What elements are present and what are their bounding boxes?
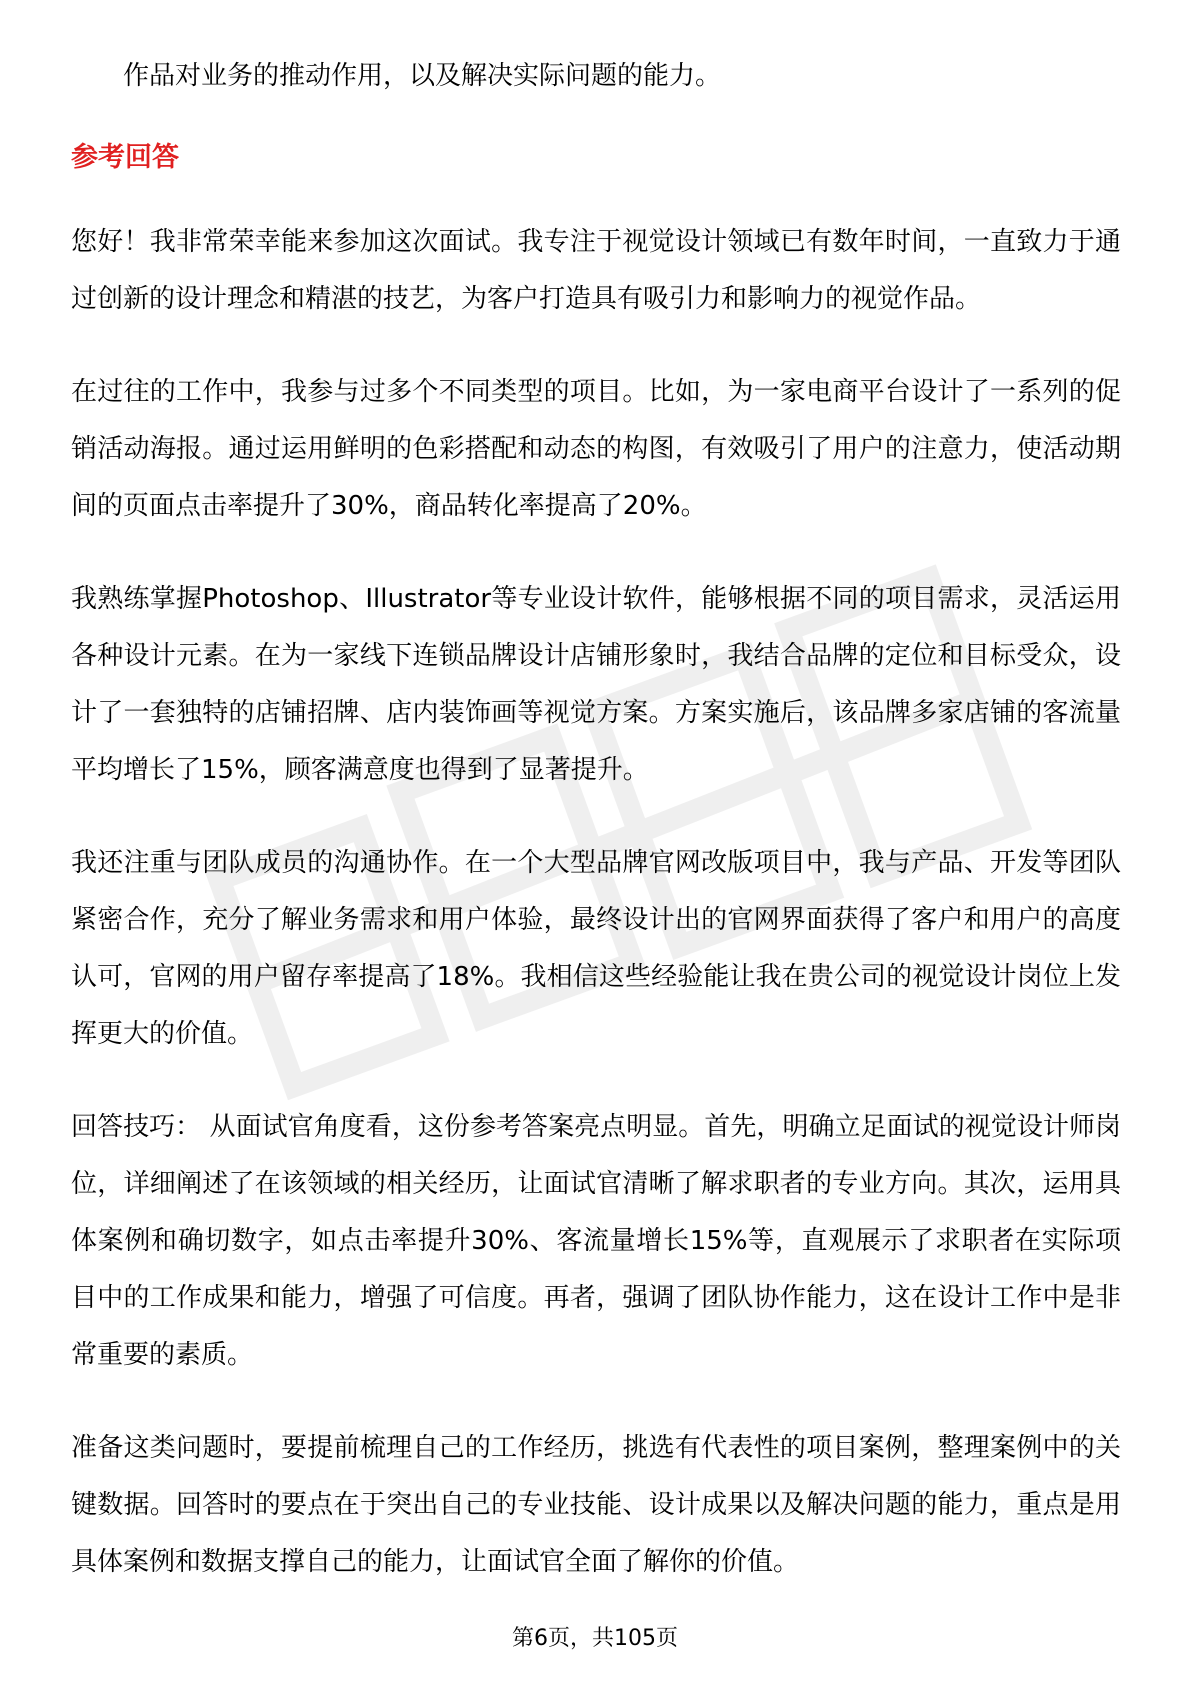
paragraph-answer-tips: 回答技巧： 从面试官角度看，这份参考答案亮点明显。首先，明确立足面试的视觉设计师岗位，详细阐述了在该领域的相关经历，让面试官清晰了解求职者的专业方向。其次，运用具体案例和确切数字，如点击率提升30%、客流量增长15%等，直观展示了求职者在实际项目中的工作成果和能力，增强了可信度。再者，强调了团队协作能力，这在设计工作中是非常重要的素质。 bbox=[71, 1112, 1121, 1370]
paragraph-skills: 我熟练掌握Photoshop、Illustrator等专业设计软件，能够根据不同的项目需求，灵活运用各种设计元素。在为一家线下连锁品牌设计店铺形象时，我结合品牌的定位和目标受众，设计了一套独特的店铺招牌、店内装饰画等视觉方案。方案实施后，该品牌多家店铺的客流量平均增长了15%，顾客满意度也得到了显著提升。 bbox=[71, 584, 1121, 785]
page-number: 第6页，共105页 bbox=[512, 1626, 678, 1651]
paragraph-preparation: 准备这类问题时，要提前梳理自己的工作经历，挑选有代表性的项目案例，整理案例中的关键数据。回答时的要点在于突出自己的专业技能、设计成果以及解决问题的能力，重点是用具体案例和数据支撑自己的能力，让面试官全面了解你的价值。 bbox=[71, 1433, 1121, 1577]
paragraph-teamwork: 我还注重与团队成员的沟通协作。在一个大型品牌官网改版项目中，我与产品、开发等团队紧密合作，充分了解业务需求和用户体验，最终设计出的官网界面获得了客户和用户的高度认可，官网的用户留存率提高了18%。我相信这些经验能让我在贵公司的视觉设计岗位上发挥更大的价值。 bbox=[71, 848, 1121, 1049]
paragraph-experience: 在过往的工作中，我参与过多个不同类型的项目。比如，为一家电商平台设计了一系列的促销活动海报。通过运用鲜明的色彩搭配和动态的构图，有效吸引了用户的注意力，使活动期间的页面点击率提升了30%，商品转化率提高了20%。 bbox=[71, 377, 1121, 521]
document-body bbox=[71, 48, 1121, 1627]
intro-paragraph: 作品对业务的推动作用，以及解决实际问题的能力。 bbox=[123, 61, 722, 91]
paragraph-greeting: 您好！我非常荣幸能来参加这次面试。我专注于视觉设计领域已有数年时间，一直致力于通过创新的设计理念和精湛的技艺，为客户打造具有吸引力和影响力的视觉作品。 bbox=[71, 227, 1121, 314]
section-heading: 参考回答 bbox=[71, 142, 179, 173]
